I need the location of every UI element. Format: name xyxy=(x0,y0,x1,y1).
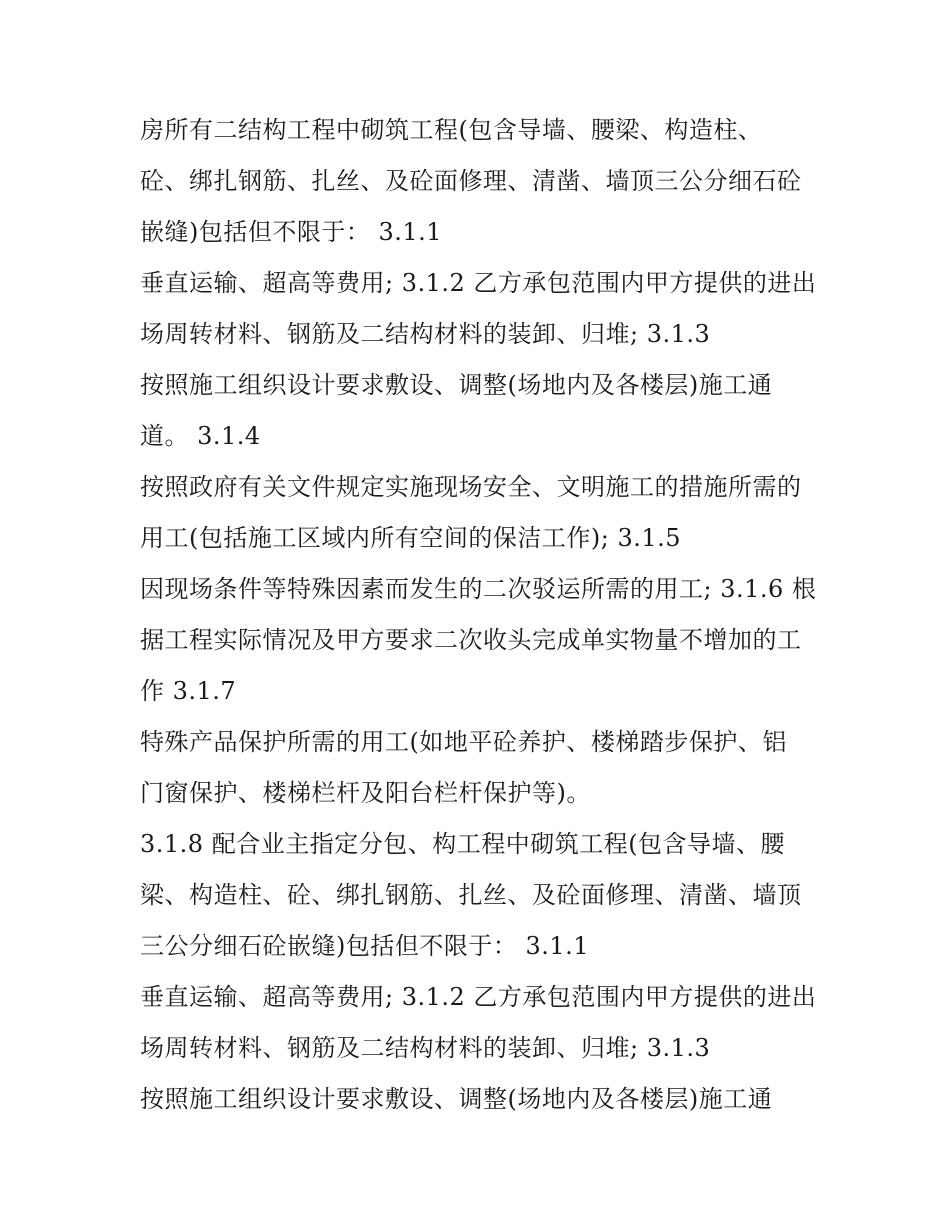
text-line: 特殊产品保护所需的用工(如地平砼养护、楼梯踏步保护、铝 xyxy=(140,728,787,756)
text-line: 按照政府有关文件规定实施现场安全、文明施工的措施所需的 xyxy=(140,473,802,501)
text-line: 砼、绑扎钢筋、扎丝、及砼面修理、清凿、墙顶三公分细石砼 xyxy=(140,167,802,195)
text-line: 道。 3.1.4 xyxy=(140,422,261,450)
document-body xyxy=(140,105,830,1125)
text-line: 场周转材料、钢筋及二结构材料的装卸、归堆; 3.1.3 xyxy=(140,320,711,348)
text-line: 用工(包括施工区域内所有空间的保洁工作); 3.1.5 xyxy=(140,524,682,552)
text-line: 房所有二结构工程中砌筑工程(包含导墙、腰梁、构造柱、 xyxy=(140,116,763,144)
text-line: 作 3.1.7 xyxy=(140,677,237,705)
text-line: 三公分细石砼嵌缝)包括但不限于： 3.1.1 xyxy=(140,932,590,960)
text-line: 垂直运输、超高等费用; 3.1.2 乙方承包范围内甲方提供的进出 xyxy=(140,983,817,1011)
text-line: 按照施工组织设计要求敷设、调整(场地内及各楼层)施工通 xyxy=(140,371,773,399)
text-line: 3.1.8 配合业主指定分包、构工程中砌筑工程(包含导墙、腰 xyxy=(140,830,786,858)
text-line: 因现场条件等特殊因素而发生的二次驳运所需的用工; 3.1.6 根 xyxy=(140,575,817,603)
text-line: 据工程实际情况及甲方要求二次收头完成单实物量不增加的工 xyxy=(140,626,802,654)
text-line: 嵌缝)包括但不限于： 3.1.1 xyxy=(140,218,443,246)
text-line: 门窗保护、楼梯栏杆及阳台栏杆保护等)。 xyxy=(140,779,591,807)
text-line: 场周转材料、钢筋及二结构材料的装卸、归堆; 3.1.3 xyxy=(140,1034,711,1062)
text-line: 梁、构造柱、砼、绑扎钢筋、扎丝、及砼面修理、清凿、墙顶 xyxy=(140,881,802,909)
text-line: 垂直运输、超高等费用; 3.1.2 乙方承包范围内甲方提供的进出 xyxy=(140,269,817,297)
text-line: 按照施工组织设计要求敷设、调整(场地内及各楼层)施工通 xyxy=(140,1085,773,1113)
